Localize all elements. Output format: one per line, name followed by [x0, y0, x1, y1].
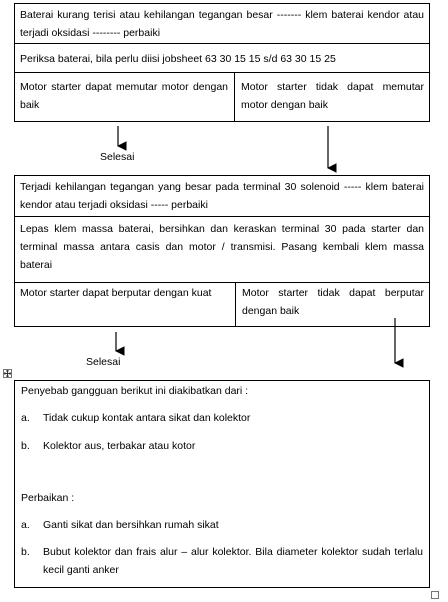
done-label-1: Selesai	[100, 151, 135, 163]
table-1-row-2: Periksa baterai, bila perlu diisi jobsheet 63 30 15 15 s/d 63 30 15 25	[20, 53, 336, 65]
cause-heading: Penyebab gangguan berikut ini diakibatkan dari :	[21, 385, 249, 397]
table-1-right-result: Motor starter tidak dapat memutar motor dengan baik	[241, 81, 424, 111]
cause-item-a-text: Tidak cukup kontak antara sikat dan kolektor	[43, 412, 251, 424]
fix-item-b-marker: b.	[21, 546, 30, 558]
table-1-left-result: Motor starter dapat memutar motor dengan baik	[20, 81, 228, 111]
table-1-row-1: Baterai kurang terisi atau kehilangan tegangan besar ------- klem baterai kendor atau terjadi oksidasi -------- perbaiki	[20, 9, 424, 39]
cause-item-b-text: Kolektor aus, terbakar atau kotor	[43, 440, 196, 452]
table-2-row-1: Terjadi kehilangan tegangan yang besar pada terminal 30 solenoid ----- klem baterai kendor atau terjadi oksidasi ----- perbaiki	[20, 181, 424, 211]
table-2-row-2: Lepas klem massa baterai, bersihkan dan keraskan terminal 30 pada starter dan terminal massa antara casis dan motor / transmisi. Pasang kembali klem massa baterai	[20, 223, 424, 271]
cause-item-a-marker: a.	[21, 412, 30, 424]
fix-item-b-text: Bubut kolektor dan frais alur – alur kolektor. Bila diameter kolektor sudah terlalu kecil ganti anker	[43, 546, 423, 576]
fix-item-a-text: Ganti sikat dan bersihkan rumah sikat	[43, 519, 219, 531]
fix-heading: Perbaikan :	[21, 492, 75, 504]
table-2-right-result: Motor starter tidak dapat berputar dengan baik	[242, 287, 424, 317]
cause-item-b-marker: b.	[21, 440, 30, 452]
table-2-left-result: Motor starter dapat berputar dengan kuat	[20, 287, 212, 299]
done-label-2: Selesai	[86, 356, 121, 368]
fix-item-a-marker: a.	[21, 519, 30, 531]
